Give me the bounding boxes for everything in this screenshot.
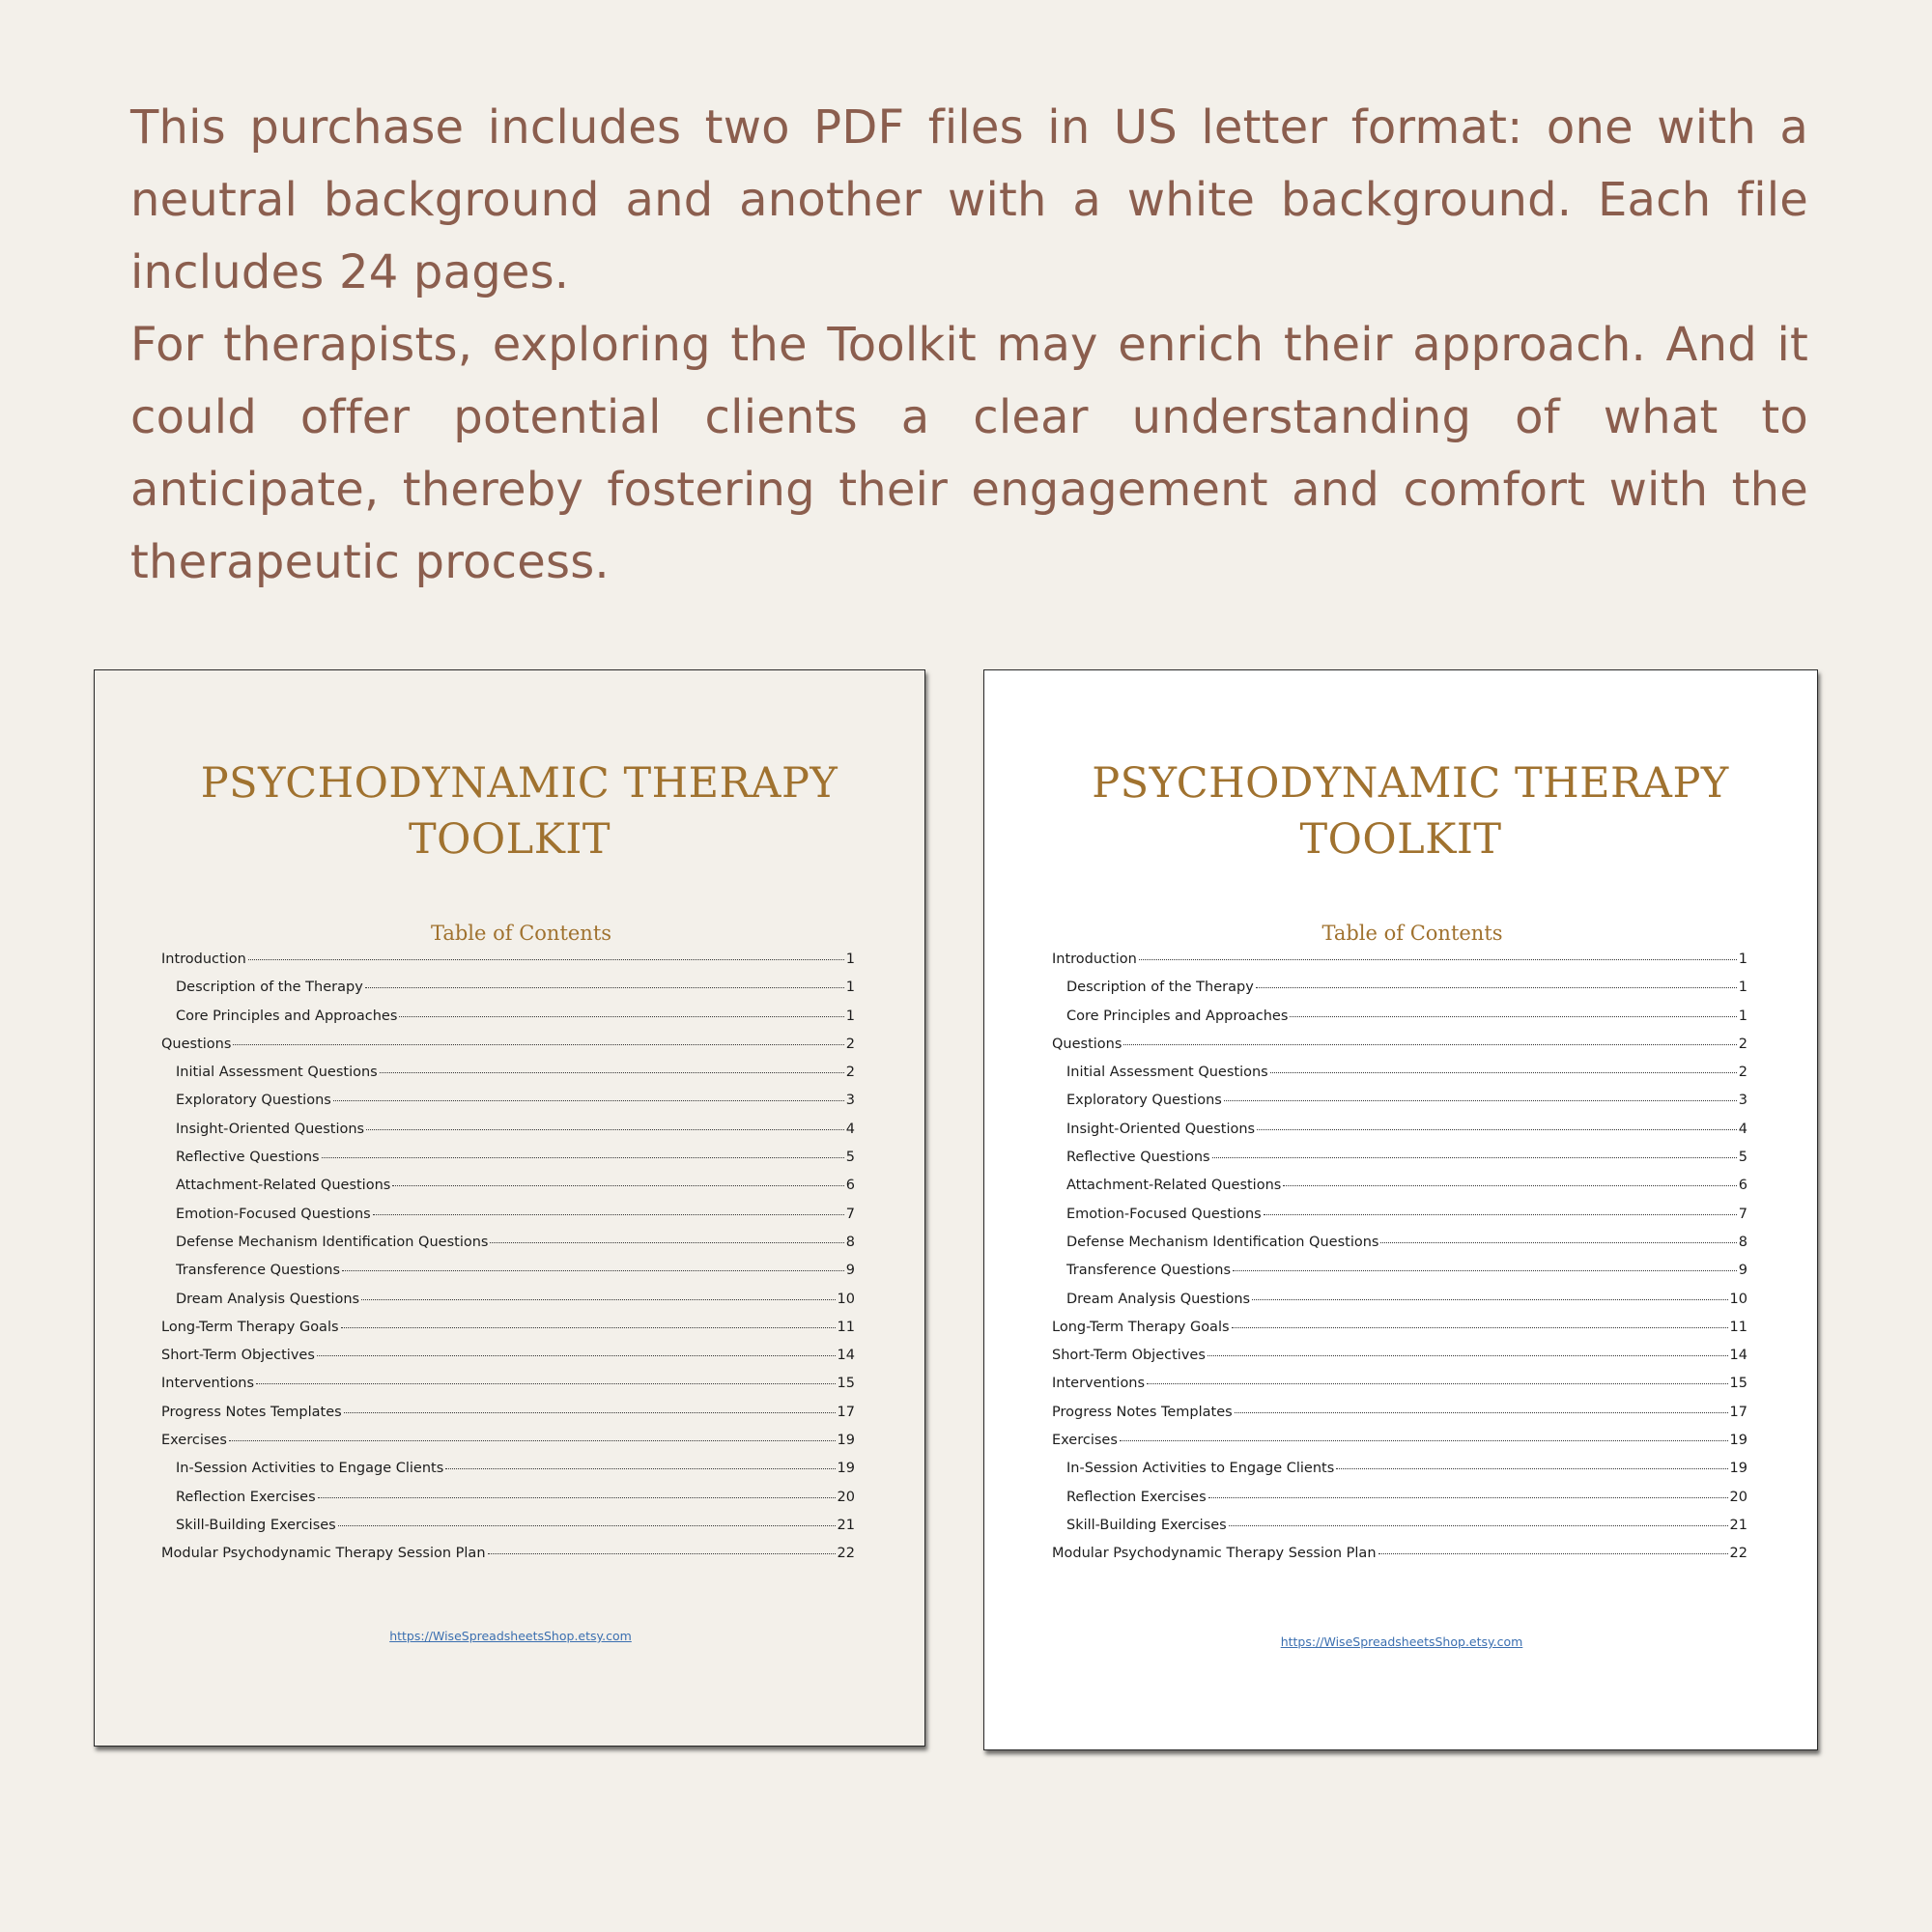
toc-entry xyxy=(161,1405,855,1433)
toc-entry xyxy=(161,1518,855,1546)
shop-link[interactable]: https://WiseSpreadsheetsShop.etsy.com xyxy=(389,1629,632,1643)
toc-entry-page-number: 14 xyxy=(1729,1348,1747,1364)
toc-dot-leader xyxy=(380,1072,844,1073)
toc-entry-label: Initial Assessment Questions xyxy=(1066,1065,1268,1081)
toc-dot-leader xyxy=(248,959,844,960)
toc-entry-page-number: 10 xyxy=(1729,1291,1747,1307)
toc-entry-label: Initial Assessment Questions xyxy=(176,1065,378,1081)
toc-entry-label: Description of the Therapy xyxy=(1066,980,1254,996)
toc-dot-leader xyxy=(392,1185,843,1186)
toc-entry-page-number: 2 xyxy=(1738,1065,1747,1081)
shop-link[interactable]: https://WiseSpreadsheetsShop.etsy.com xyxy=(1280,1634,1523,1649)
toc-entry-page-number: 4 xyxy=(1738,1121,1747,1137)
white-background-page-preview xyxy=(983,669,1818,1750)
toc-entry-label: Questions xyxy=(161,1036,232,1052)
toc-dot-leader xyxy=(366,1129,844,1130)
toc-entry-page-number: 9 xyxy=(845,1263,855,1279)
toc-entry xyxy=(161,1292,855,1320)
toc-dot-leader xyxy=(318,1497,836,1498)
toc-dot-leader xyxy=(338,1525,836,1526)
toc-dot-leader xyxy=(233,1044,843,1045)
toc-entry-label: Exploratory Questions xyxy=(1066,1093,1222,1109)
toc-entry-page-number: 6 xyxy=(1738,1178,1747,1194)
toc-entry xyxy=(1052,1546,1747,1574)
toc-entry xyxy=(161,1376,855,1404)
toc-entry-page-number: 11 xyxy=(1729,1319,1747,1335)
toc-entry-page-number: 5 xyxy=(1738,1150,1747,1166)
toc-entry xyxy=(1052,1037,1747,1065)
toc-entry-label: Short-Term Objectives xyxy=(1052,1348,1206,1364)
toc-entry-page-number: 20 xyxy=(1729,1489,1747,1505)
toc-entry-page-number: 2 xyxy=(1738,1036,1747,1052)
toc-dot-leader xyxy=(1264,1214,1737,1215)
description-paragraph-1: This purchase includes two PDF files in US letter format: one with a neutral background and another with a white background. Each file includes 24 pages. xyxy=(130,100,1808,299)
toc-dot-leader xyxy=(229,1440,836,1441)
toc-entry xyxy=(1052,1376,1747,1404)
toc-entry xyxy=(161,1065,855,1093)
toc-entry-label: Long-Term Therapy Goals xyxy=(1052,1319,1230,1335)
toc-entry-page-number: 1 xyxy=(845,1008,855,1024)
toc-entry-label: Skill-Building Exercises xyxy=(176,1517,336,1533)
toc-dot-leader xyxy=(1252,1299,1727,1300)
toc-entry-page-number: 3 xyxy=(1738,1093,1747,1109)
toc-entry-label: Defense Mechanism Identification Questions xyxy=(176,1234,489,1250)
toc-entry-page-number: 8 xyxy=(1738,1234,1747,1250)
toc-dot-leader xyxy=(399,1016,843,1017)
toc-dot-leader xyxy=(256,1383,835,1384)
toc-dot-leader xyxy=(373,1214,844,1215)
toc-entry xyxy=(161,1461,855,1489)
toc-entry xyxy=(1052,1490,1747,1518)
toc-entry-page-number: 15 xyxy=(837,1376,855,1392)
toc-entry xyxy=(161,1178,855,1206)
document-title-line-2: TOOLKIT xyxy=(408,815,611,864)
toc-entry xyxy=(1052,1292,1747,1320)
toc-entry-label: Skill-Building Exercises xyxy=(1066,1517,1227,1533)
toc-entry-page-number: 22 xyxy=(837,1546,855,1562)
toc-dot-leader xyxy=(1120,1440,1728,1441)
toc-entry-label: In-Session Activities to Engage Clients xyxy=(1066,1461,1335,1477)
toc-entry-page-number: 9 xyxy=(1738,1263,1747,1279)
toc-entry xyxy=(161,1490,855,1518)
toc-dot-leader xyxy=(341,1327,836,1328)
toc-entry-label: Defense Mechanism Identification Questions xyxy=(1066,1234,1379,1250)
toc-entry-label: Insight-Oriented Questions xyxy=(1066,1121,1256,1137)
toc-entry-page-number: 19 xyxy=(837,1461,855,1477)
toc-entry-label: Questions xyxy=(1052,1036,1122,1052)
product-description xyxy=(130,92,1808,599)
toc-entry-label: Dream Analysis Questions xyxy=(1066,1291,1251,1307)
toc-dot-leader xyxy=(1257,1129,1737,1130)
toc-entry-page-number: 2 xyxy=(845,1065,855,1081)
toc-entry-page-number: 22 xyxy=(1729,1546,1747,1562)
toc-entry xyxy=(161,1235,855,1263)
toc-entry-label: Modular Psychodynamic Therapy Session Plan xyxy=(161,1546,486,1562)
description-paragraph-2: For therapists, exploring the Toolkit may enrich their approach. And it could offer potential clients a clear understanding of what to anticipate, thereby fostering their engagement and comfort with the therapeutic process. xyxy=(130,318,1808,589)
document-title-line-1: PSYCHODYNAMIC THERAPY xyxy=(200,759,838,808)
toc-entry xyxy=(1052,1235,1747,1263)
toc-entry xyxy=(161,1009,855,1037)
toc-dot-leader xyxy=(317,1355,836,1356)
toc-entry xyxy=(1052,1518,1747,1546)
toc-entry xyxy=(1052,1009,1747,1037)
toc-entry xyxy=(161,980,855,1008)
toc-entry-page-number: 19 xyxy=(1729,1461,1747,1477)
toc-entry xyxy=(1052,1207,1747,1235)
toc-entry-page-number: 11 xyxy=(837,1319,855,1335)
toc-entry-label: Progress Notes Templates xyxy=(161,1404,342,1420)
neutral-background-page-preview xyxy=(94,669,925,1747)
toc-entry xyxy=(161,1150,855,1178)
toc-entry-label: Reflective Questions xyxy=(176,1150,320,1166)
toc-entry xyxy=(161,1546,855,1574)
toc-entry xyxy=(1052,1320,1747,1348)
document-title xyxy=(984,755,1817,867)
toc-entry xyxy=(161,1093,855,1121)
toc-dot-leader xyxy=(1283,1185,1736,1186)
toc-entry xyxy=(161,1122,855,1150)
toc-entry-label: Attachment-Related Questions xyxy=(176,1178,391,1194)
toc-dot-leader xyxy=(1123,1044,1736,1045)
toc-entry xyxy=(1052,1263,1747,1291)
toc-entry-page-number: 19 xyxy=(837,1433,855,1449)
toc-entry xyxy=(1052,980,1747,1008)
toc-entry-label: Introduction xyxy=(1052,952,1137,967)
toc-dot-leader xyxy=(1336,1468,1727,1469)
toc-dot-leader xyxy=(1380,1242,1736,1243)
toc-entry-label: Exercises xyxy=(1052,1433,1118,1449)
toc-entry xyxy=(161,1320,855,1348)
toc-entry-page-number: 14 xyxy=(837,1348,855,1364)
toc-entry-page-number: 7 xyxy=(845,1206,855,1222)
toc-entry-page-number: 1 xyxy=(1738,952,1747,967)
toc-entry xyxy=(1052,952,1747,980)
toc-entry xyxy=(1052,1348,1747,1376)
toc-entry xyxy=(161,1348,855,1376)
toc-entry-page-number: 5 xyxy=(845,1150,855,1166)
toc-entry-page-number: 4 xyxy=(845,1121,855,1137)
toc-entry-label: Reflection Exercises xyxy=(176,1489,316,1505)
toc-entry-label: Introduction xyxy=(161,952,246,967)
toc-entry-page-number: 8 xyxy=(845,1234,855,1250)
toc-entry-page-number: 7 xyxy=(1738,1206,1747,1222)
toc-entry-label: Interventions xyxy=(161,1376,255,1392)
toc-entry xyxy=(161,1263,855,1291)
toc-dot-leader xyxy=(1229,1525,1728,1526)
toc-entry xyxy=(1052,1433,1747,1461)
toc-entry-label: Dream Analysis Questions xyxy=(176,1291,360,1307)
toc-dot-leader xyxy=(344,1412,836,1413)
toc-entry-label: Emotion-Focused Questions xyxy=(1066,1206,1262,1222)
toc-dot-leader xyxy=(1208,1497,1728,1498)
toc-entry-page-number: 15 xyxy=(1729,1376,1747,1392)
toc-entry-page-number: 1 xyxy=(1738,980,1747,996)
toc-entry-label: Emotion-Focused Questions xyxy=(176,1206,371,1222)
toc-dot-leader xyxy=(488,1553,836,1554)
toc-dot-leader xyxy=(1208,1355,1728,1356)
toc-entry-label: In-Session Activities to Engage Clients xyxy=(176,1461,444,1477)
toc-entry-page-number: 21 xyxy=(1729,1517,1747,1533)
toc-dot-leader xyxy=(1232,1327,1728,1328)
toc-entry xyxy=(161,1207,855,1235)
toc-entry-page-number: 17 xyxy=(837,1404,855,1420)
toc-entry-label: Long-Term Therapy Goals xyxy=(161,1319,339,1335)
toc-entry-label: Reflection Exercises xyxy=(1066,1489,1207,1505)
toc-entry xyxy=(1052,1178,1747,1206)
toc-entry-label: Insight-Oriented Questions xyxy=(176,1121,365,1137)
toc-entry xyxy=(161,952,855,980)
toc-entry-page-number: 1 xyxy=(845,952,855,967)
toc-heading: Table of Contents xyxy=(430,922,612,945)
toc-entry-label: Transference Questions xyxy=(1066,1263,1232,1279)
toc-entry-label: Core Principles and Approaches xyxy=(1066,1008,1289,1024)
toc-entry xyxy=(1052,1405,1747,1433)
toc-dot-leader xyxy=(333,1100,844,1101)
toc-entry xyxy=(1052,1150,1747,1178)
toc-entry-page-number: 1 xyxy=(845,980,855,996)
toc-dot-leader xyxy=(1256,987,1737,988)
toc-entry xyxy=(1052,1065,1747,1093)
toc-entry-page-number: 21 xyxy=(837,1517,855,1533)
toc-entry-label: Modular Psychodynamic Therapy Session Plan xyxy=(1052,1546,1377,1562)
toc-dot-leader xyxy=(1290,1016,1736,1017)
toc-dot-leader xyxy=(365,987,844,988)
toc-dot-leader xyxy=(1235,1412,1728,1413)
toc-entry-page-number: 1 xyxy=(1738,1008,1747,1024)
toc-dot-leader xyxy=(1147,1383,1727,1384)
toc-dot-leader xyxy=(1224,1100,1737,1101)
document-title xyxy=(95,755,924,867)
toc-dot-leader xyxy=(342,1270,844,1271)
toc-entry xyxy=(161,1433,855,1461)
toc-entry-page-number: 20 xyxy=(837,1489,855,1505)
toc-entry-label: Transference Questions xyxy=(176,1263,341,1279)
toc-entry-page-number: 17 xyxy=(1729,1404,1747,1420)
table-of-contents xyxy=(1052,952,1747,1575)
toc-entry-label: Short-Term Objectives xyxy=(161,1348,315,1364)
toc-entry-page-number: 6 xyxy=(845,1178,855,1194)
toc-entry-label: Exploratory Questions xyxy=(176,1093,331,1109)
toc-dot-leader xyxy=(1139,959,1737,960)
toc-entry-label: Description of the Therapy xyxy=(176,980,363,996)
toc-entry xyxy=(1052,1122,1747,1150)
toc-entry xyxy=(1052,1093,1747,1121)
toc-entry xyxy=(1052,1461,1747,1489)
toc-entry-label: Interventions xyxy=(1052,1376,1146,1392)
toc-entry-label: Progress Notes Templates xyxy=(1052,1404,1233,1420)
toc-dot-leader xyxy=(1212,1157,1737,1158)
toc-entry-page-number: 2 xyxy=(845,1036,855,1052)
toc-heading: Table of Contents xyxy=(1321,922,1503,945)
toc-dot-leader xyxy=(1378,1553,1728,1554)
toc-entry-label: Core Principles and Approaches xyxy=(176,1008,398,1024)
toc-entry-label: Reflective Questions xyxy=(1066,1150,1210,1166)
toc-dot-leader xyxy=(361,1299,835,1300)
toc-entry-page-number: 3 xyxy=(845,1093,855,1109)
toc-entry xyxy=(161,1037,855,1065)
table-of-contents xyxy=(161,952,855,1575)
toc-dot-leader xyxy=(322,1157,844,1158)
document-title-line-1: PSYCHODYNAMIC THERAPY xyxy=(1092,759,1729,808)
toc-dot-leader xyxy=(445,1468,835,1469)
toc-entry-label: Exercises xyxy=(161,1433,227,1449)
toc-entry-label: Attachment-Related Questions xyxy=(1066,1178,1282,1194)
toc-entry-page-number: 10 xyxy=(837,1291,855,1307)
toc-dot-leader xyxy=(490,1242,843,1243)
toc-dot-leader xyxy=(1233,1270,1737,1271)
toc-dot-leader xyxy=(1270,1072,1737,1073)
document-title-line-2: TOOLKIT xyxy=(1299,815,1502,864)
toc-entry-page-number: 19 xyxy=(1729,1433,1747,1449)
